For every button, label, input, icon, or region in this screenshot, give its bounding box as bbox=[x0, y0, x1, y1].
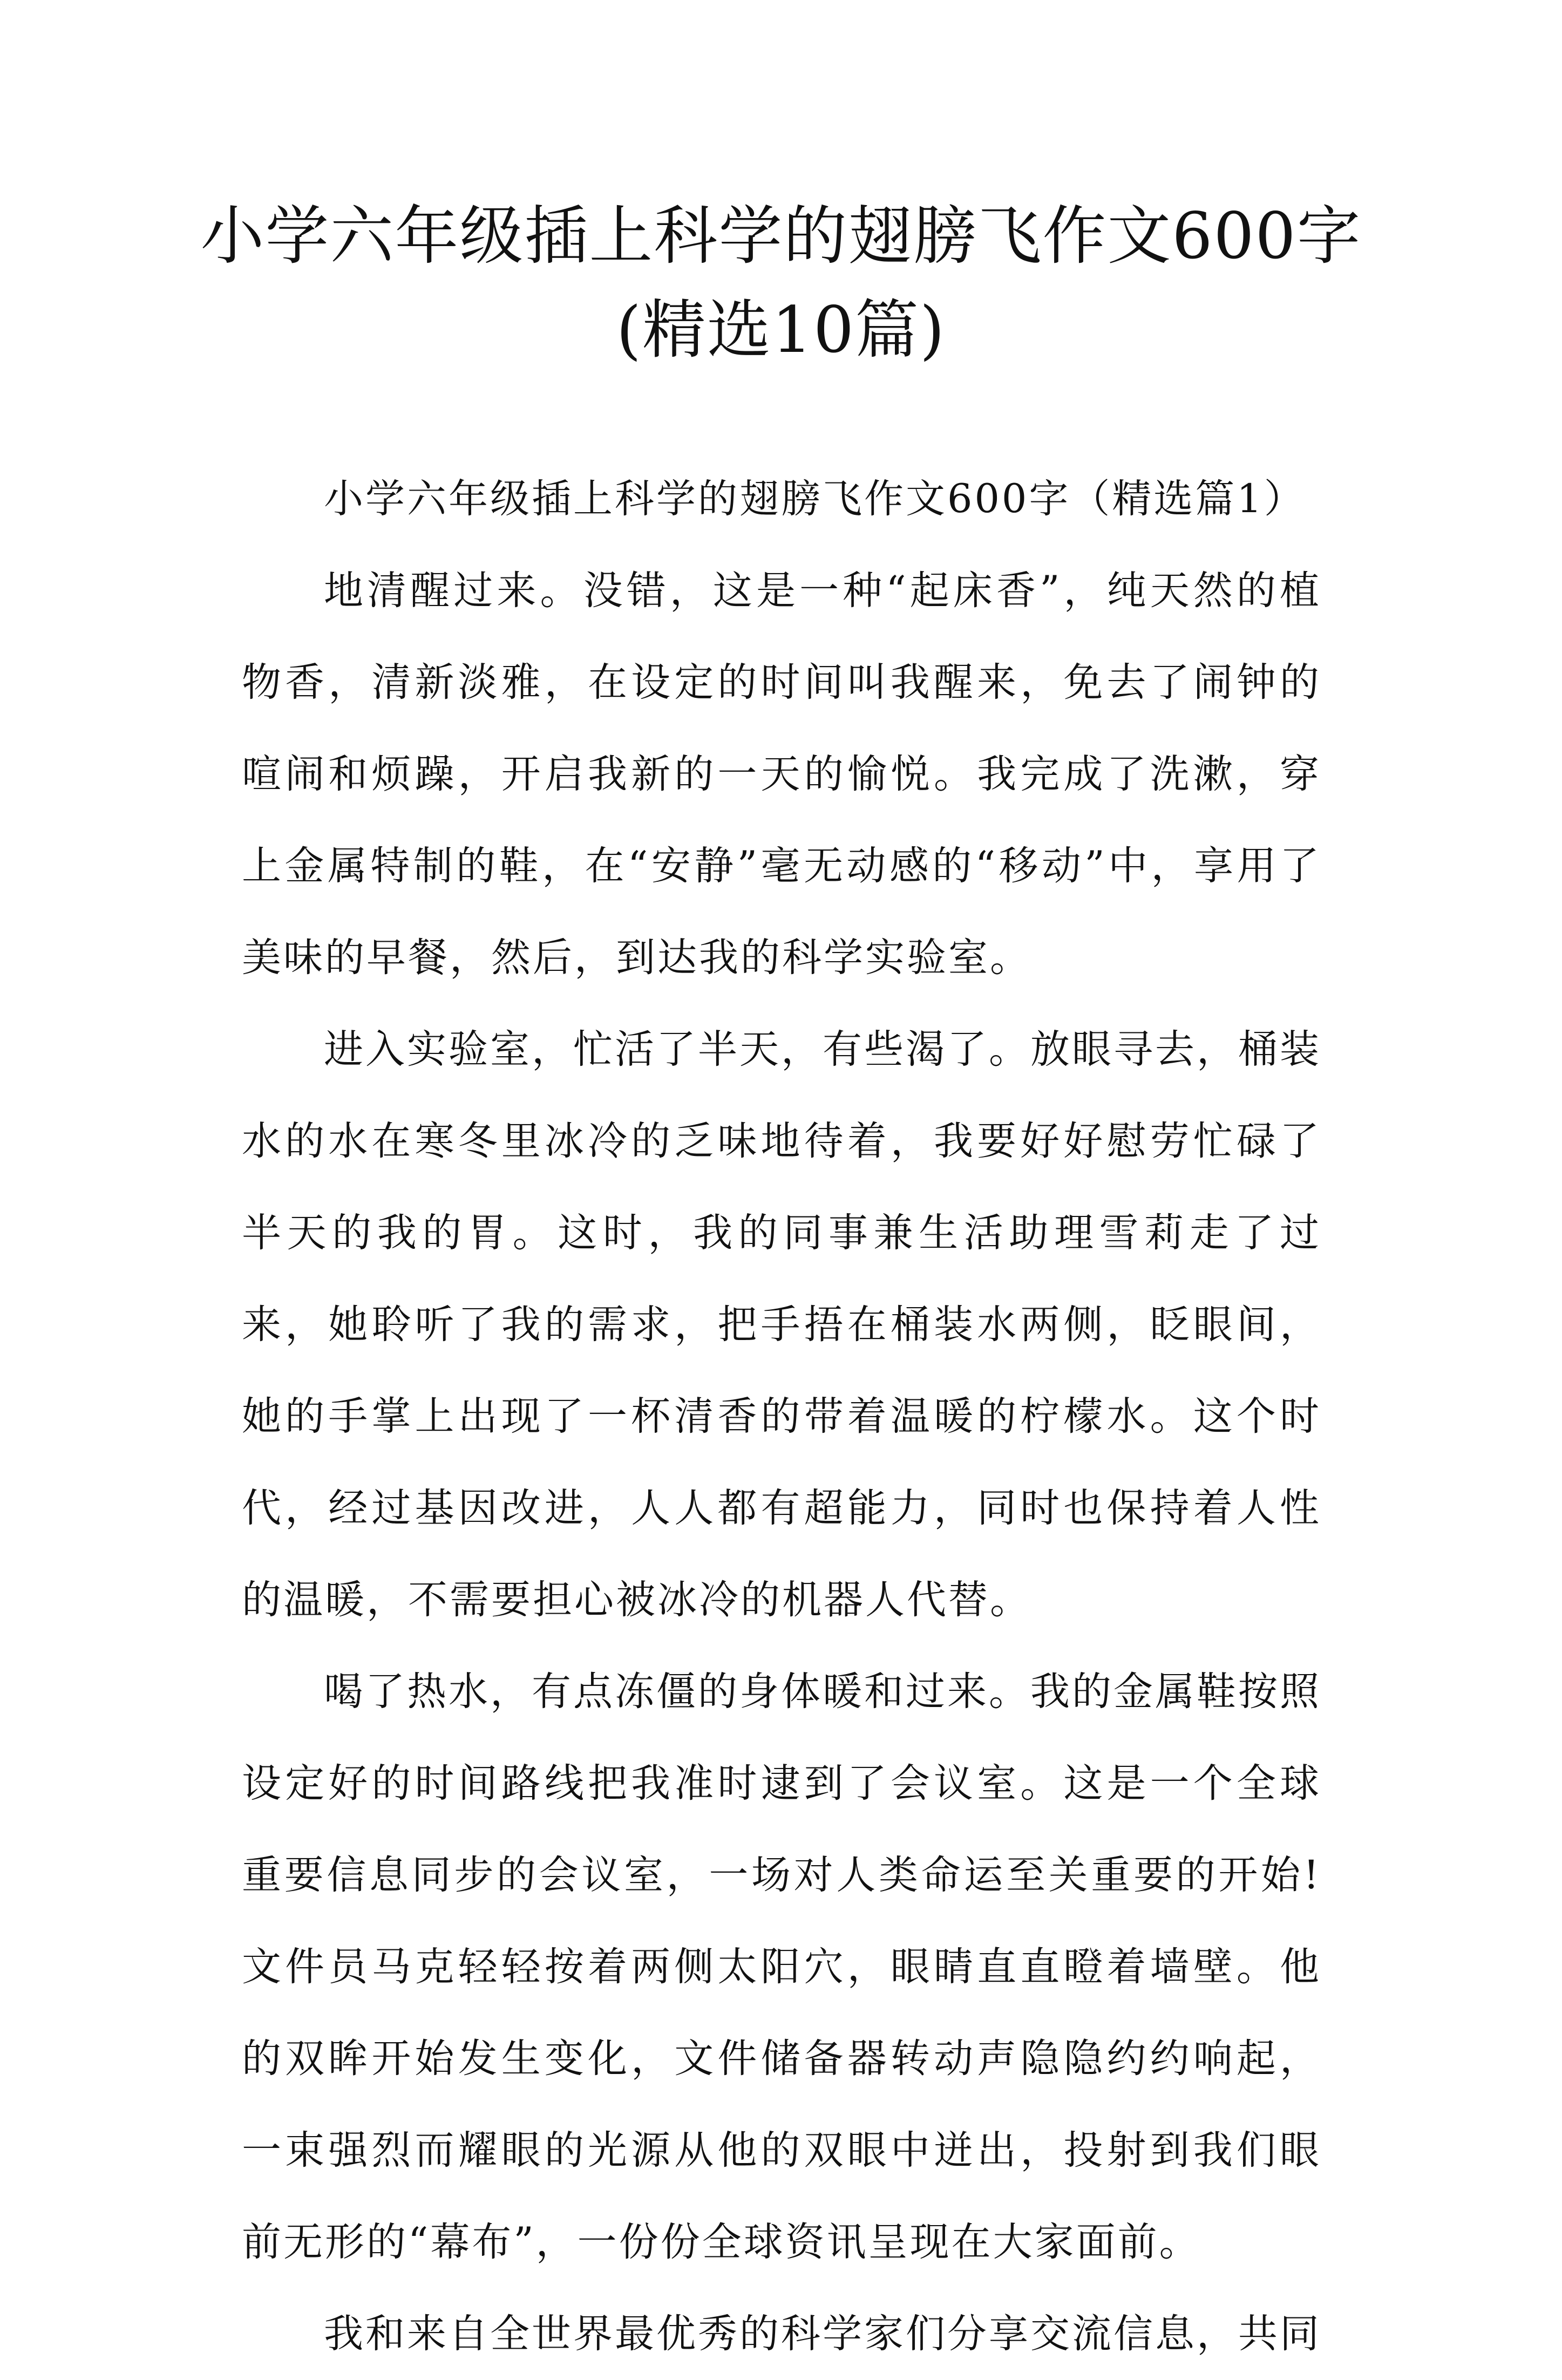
paragraph-1: 地清醒过来。没错，这是一种“起床香”，纯天然的植物香，清新淡雅，在设定的时间叫我醒来，免去了闹钟的喧闹和烦躁，开启我新的一天的愉悦。我完成了洗漱，穿上金属特制的鞋，在“安静”毫无动感的“移动”中，享用了美味的早餐，然后，到达我的科学实验室。 bbox=[242, 568, 1321, 981]
paragraph-3: 喝了热水，有点冻僵的身体暖和过来。我的金属鞋按照设定好的时间路线把我准时逮到了会议室。这是一个全球重要信息同步的会议室，一场对人类命运至关重要的开始!文件员马克轻轻按着两侧太阳穴，眼睛直直瞪着墙壁。他的双眸开始发生变化，文件储备器转动声隐隐约约响起，一束强烈而耀眼的光源从他的双眼中迸出，投射到我们眼前无形的“幕布”，一份份全球资讯呈现在大家面前。 bbox=[242, 1669, 1321, 2265]
document-title bbox=[162, 189, 1400, 377]
paragraph-2: 进入实验室，忙活了半天，有些渴了。放眼寻去，桶装水的水在寒冬里冰冷的乏味地待着，我要好好慰劳忙碌了半天的我的胃。这时，我的同事兼生活助理雪莉走了过来，她聆听了我的需求，把手捂在桶装水两侧，眨眼间，她的手掌上出现了一杯清香的带着温暖的柠檬水。这个时代，经过基因改进，人人都有超能力，同时也保持着人性的温暖，不需要担心被冰冷的机器人代替。 bbox=[242, 1026, 1321, 1623]
paragraph-4: 我和来自全世界最优秀的科学家们分享交流信息，共同 bbox=[324, 2311, 1321, 2357]
document-body bbox=[242, 453, 1321, 2380]
title-line-1: 小学六年级插上科学的翅膀飞作文600字 bbox=[200, 199, 1362, 273]
section-heading: 小学六年级插上科学的翅膀飞作文600字（精选篇1） bbox=[324, 476, 1306, 522]
title-line-2: (精选10篇) bbox=[616, 293, 946, 367]
